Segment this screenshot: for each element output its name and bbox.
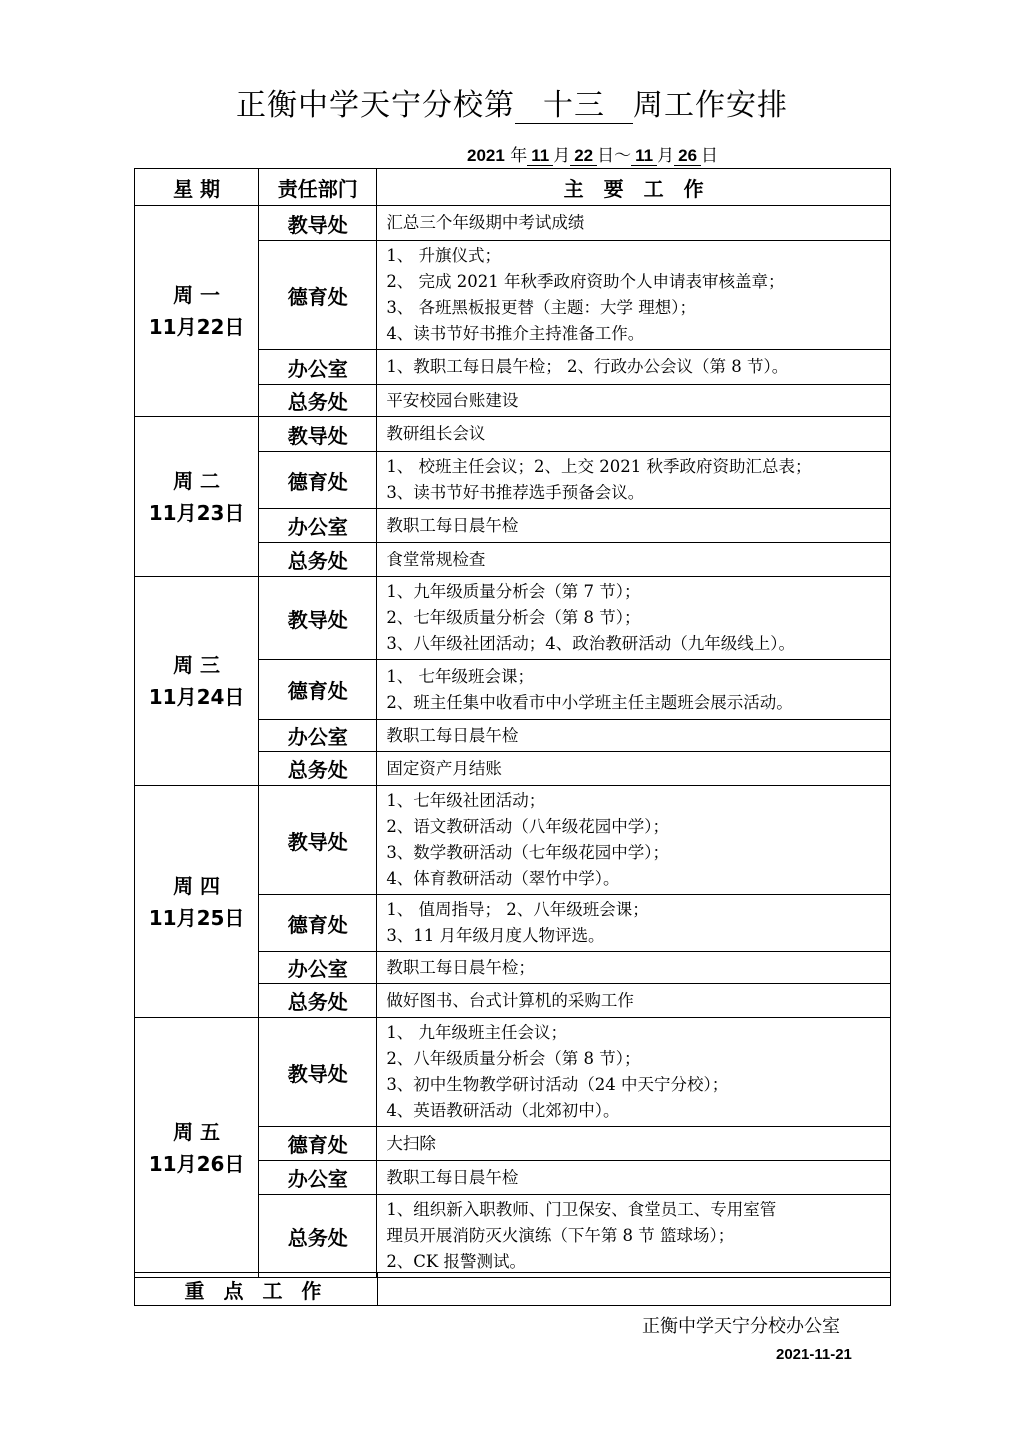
work-line: 教职工每日晨午检 [386, 725, 519, 745]
work-line: 汇总三个年级期中考试成绩 [386, 213, 585, 232]
department-cell: 教导处 [259, 1018, 377, 1127]
weekday-date: 11月26日 [148, 1151, 245, 1176]
work-line: 3、 各班黑板报更替（主题：大学 理想）； [386, 298, 697, 317]
weekday-cell [135, 577, 259, 786]
work-line: 理员开展消防灭火演练（下午第 8 节 篮球场）； [386, 1226, 735, 1245]
work-line: 3、11 月年级月度人物评选。 [386, 926, 605, 945]
work-cell [377, 952, 891, 984]
day-tilde: 日～ [597, 146, 632, 166]
work-line: 1、 七年级班会课； [386, 666, 535, 686]
work-line: 1、 值周指导； 2、八年级班会课； [386, 900, 649, 919]
department-cell: 德育处 [259, 241, 377, 350]
weekday-date: 11月23日 [148, 500, 245, 525]
weekday-name: 周 三 [173, 653, 221, 677]
work-line: 1、 九年级班主任会议； [386, 1023, 568, 1042]
department-cell: 总务处 [259, 752, 377, 786]
key-work-content [378, 1273, 891, 1306]
work-cell [377, 895, 891, 952]
key-work-label: 重 点 工 作 [135, 1273, 378, 1306]
work-line: 4、英语教研活动（北郊初中）。 [386, 1101, 620, 1120]
table-row [135, 786, 891, 895]
weekday-name: 周 二 [173, 468, 221, 493]
department-cell: 德育处 [259, 452, 377, 509]
year-char: 年 [510, 146, 528, 166]
department-cell: 办公室 [259, 952, 377, 984]
work-line: 2、七年级质量分析会（第 8 节）； [386, 608, 641, 627]
table-row [135, 206, 891, 241]
work-line: 1、组织新入职教师、门卫保安、食堂员工、专用室管 [386, 1200, 777, 1219]
end-day: 26 [674, 146, 701, 166]
weekday-name: 周 五 [173, 1119, 221, 1144]
work-line: 1、 校班主任会议；2、上交 2021 秋季政府资助汇总表； [386, 457, 812, 476]
month-char-2: 月 [657, 146, 675, 166]
work-cell [377, 206, 891, 241]
department-cell: 办公室 [259, 720, 377, 752]
work-line: 教研组长会议 [386, 424, 486, 443]
department-cell: 总务处 [259, 1195, 377, 1278]
work-cell [377, 1018, 891, 1127]
header-work: 主 要 工 作 [377, 169, 891, 206]
week-number: 十三 [515, 89, 633, 124]
month-char-1: 月 [553, 146, 571, 166]
year: 2021 [467, 146, 505, 165]
work-cell [377, 984, 891, 1018]
start-month: 11 [527, 146, 553, 166]
work-line: 2、语文教研活动（八年级花园中学）； [386, 817, 670, 836]
day-char: 日 [701, 146, 719, 166]
department-cell: 德育处 [259, 895, 377, 952]
work-line: 2、八年级质量分析会（第 8 节）； [386, 1049, 641, 1068]
table-row [135, 577, 891, 660]
weekday-name: 周 四 [173, 873, 221, 898]
department-cell: 德育处 [259, 1127, 377, 1161]
work-line: 平安校园台账建设 [386, 390, 519, 410]
schedule-table [134, 168, 891, 1278]
weekday-date: 11月22日 [148, 315, 245, 339]
weekday-cell [135, 786, 259, 1018]
work-cell [377, 786, 891, 895]
header-department: 责任部门 [259, 169, 377, 206]
weekday-date: 11月24日 [148, 685, 245, 709]
work-cell [377, 660, 891, 720]
department-cell: 教导处 [259, 417, 377, 452]
work-cell [377, 1161, 891, 1195]
work-cell [377, 509, 891, 543]
work-cell [377, 577, 891, 660]
department-cell: 办公室 [259, 350, 377, 385]
table-row [135, 1018, 891, 1127]
work-line: 固定资产月结账 [386, 758, 502, 778]
work-line: 4、读书节好书推介主持准备工作。 [386, 324, 645, 343]
page-title [0, 80, 1024, 124]
work-cell [377, 241, 891, 350]
work-line: 1、九年级质量分析会（第 7 节）； [386, 582, 641, 601]
work-line: 3、读书节好书推荐选手预备会议。 [386, 483, 645, 502]
weekday-cell [135, 1018, 259, 1278]
department-cell: 办公室 [259, 509, 377, 543]
work-cell [377, 417, 891, 452]
work-cell [377, 1195, 891, 1278]
work-cell [377, 752, 891, 786]
date-range [467, 141, 718, 166]
work-line: 3、初中生物教学研讨活动（24 中天宁分校）； [386, 1075, 729, 1094]
end-month: 11 [631, 146, 657, 166]
weekday-name: 周 一 [173, 283, 221, 307]
work-line: 4、体育教研活动（翠竹中学）。 [386, 869, 620, 888]
work-line: 2、CK 报警测试。 [386, 1252, 527, 1271]
work-line: 3、数学教研活动（七年级花园中学）； [386, 843, 670, 862]
work-cell [377, 385, 891, 417]
start-day: 22 [570, 146, 597, 166]
work-line: 2、班主任集中收看市中小学班主任主题班会展示活动。 [386, 692, 793, 712]
department-cell: 总务处 [259, 385, 377, 417]
work-line: 做好图书、台式计算机的采购工作 [386, 990, 634, 1010]
work-cell [377, 543, 891, 577]
work-line: 教职工每日晨午检 [386, 1167, 519, 1187]
department-cell: 办公室 [259, 1161, 377, 1195]
work-line: 2、 完成 2021 年秋季政府资助个人申请表审核盖章； [386, 272, 785, 291]
work-line: 教职工每日晨午检 [386, 515, 519, 535]
work-line: 大扫除 [386, 1133, 436, 1153]
work-line: 教职工每日晨午检； [386, 957, 535, 977]
work-cell [377, 452, 891, 509]
signature-office: 正衡中学天宁分校办公室 [642, 1316, 840, 1337]
work-cell [377, 350, 891, 385]
table-row [135, 417, 891, 452]
work-line: 1、七年级社团活动； [386, 791, 546, 810]
weekday-cell [135, 417, 259, 577]
key-work-table [134, 1272, 891, 1306]
work-line: 3、八年级社团活动；4、政治教研活动（九年级线上）。 [386, 634, 796, 653]
work-line: 1、 升旗仪式； [386, 246, 502, 265]
department-cell: 教导处 [259, 206, 377, 241]
department-cell: 总务处 [259, 984, 377, 1018]
department-cell: 教导处 [259, 786, 377, 895]
signature-date: 2021-11-21 [776, 1346, 852, 1363]
department-cell: 教导处 [259, 577, 377, 660]
work-line: 1、教职工每日晨午检； 2、行政办公会议（第 8 节）。 [386, 357, 789, 376]
work-cell [377, 1127, 891, 1161]
title-suffix: 周工作安排 [633, 88, 788, 123]
table-header-row [135, 169, 891, 206]
weekday-date: 11月25日 [148, 905, 245, 930]
work-line: 食堂常规检查 [386, 549, 486, 569]
department-cell: 德育处 [259, 660, 377, 720]
header-weekday: 星 期 [135, 169, 259, 206]
department-cell: 总务处 [259, 543, 377, 577]
title-prefix: 正衡中学天宁分校第 [236, 88, 515, 123]
work-cell [377, 720, 891, 752]
weekday-cell [135, 206, 259, 417]
